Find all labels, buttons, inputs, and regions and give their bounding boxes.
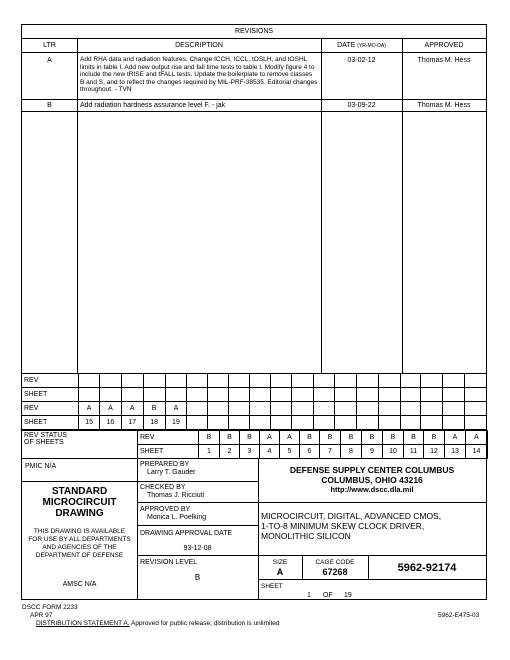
drawing-number: 5962-92174 xyxy=(397,562,457,574)
grid-cell xyxy=(208,374,229,388)
grid-cell xyxy=(314,402,335,416)
grid-cell xyxy=(270,388,292,402)
size-value: A xyxy=(276,567,284,577)
date-header: DATE (YR-MO-DA) xyxy=(337,42,386,49)
grid-cell xyxy=(292,416,314,430)
standard-line-1: STANDARD xyxy=(51,486,108,497)
grid-cell: REV xyxy=(22,402,79,416)
form-number: DSCC FORM 2233 xyxy=(22,604,78,611)
grid-cell xyxy=(249,402,270,416)
drawing-frame xyxy=(21,24,487,600)
grid-cell: A xyxy=(466,431,488,445)
revisions-title: REVISIONS xyxy=(234,28,274,35)
rev-b-letter: B xyxy=(47,102,52,109)
grid-cell xyxy=(208,388,229,402)
grid-cell xyxy=(378,402,400,416)
approved-by-name: Monica L. Poelking xyxy=(147,514,207,521)
grid-cell: 7 xyxy=(320,445,341,459)
grid-cell xyxy=(378,374,400,388)
grid-cell: 6 xyxy=(300,445,320,459)
grid-cell: B xyxy=(300,431,320,445)
grid-row-rev-1 xyxy=(22,374,487,388)
revision-level: B xyxy=(194,573,201,582)
grid-cell: B xyxy=(320,431,341,445)
grid-cell xyxy=(335,388,357,402)
grid-cell xyxy=(465,402,487,416)
grid-cell xyxy=(228,402,249,416)
grid-cell: A xyxy=(445,431,466,445)
size-label: SIZE xyxy=(272,559,288,566)
grid-cell xyxy=(378,416,400,430)
grid-cell xyxy=(249,416,270,430)
availability-line-1: THIS DRAWING IS AVAILABLE xyxy=(33,528,126,535)
grid-cell: A xyxy=(100,402,122,416)
grid-cell: A xyxy=(121,402,143,416)
standard-line-3: DRAWING xyxy=(55,508,104,519)
grid-cell xyxy=(249,374,270,388)
grid-cell: 12 xyxy=(424,445,445,459)
grid-cell xyxy=(421,374,443,388)
grid-cell xyxy=(228,416,249,430)
cage-code-label: CAGE CODE xyxy=(315,559,355,566)
grid-cell xyxy=(100,388,122,402)
grid-cell: 1 xyxy=(199,445,220,459)
agency-name: DEFENSE SUPPLY CENTER COLUMBUS xyxy=(289,465,455,475)
grid-cell xyxy=(165,388,187,402)
distribution-statement: DISTRIBUTION STATEMENT A. Approved for public release; distribution is unlimited xyxy=(36,620,280,627)
grid-cell xyxy=(465,416,487,430)
approved-header: APPROVED xyxy=(424,42,464,49)
availability-line-4: DEPARTMENT OF DEFENSE xyxy=(35,552,124,559)
grid-cell: 11 xyxy=(404,445,424,459)
sheet-status-grid xyxy=(21,373,487,430)
grid-cell: 3 xyxy=(240,445,260,459)
sheet-label: SHEET xyxy=(261,583,283,590)
ltr-header: LTR xyxy=(43,42,56,49)
title-desc-line-1: MICROCIRCUIT, DIGITAL, ADVANCED CMOS, xyxy=(261,511,442,521)
grid-cell xyxy=(187,416,208,430)
grid-cell xyxy=(314,374,335,388)
grid-cell xyxy=(443,374,465,388)
grid-cell xyxy=(421,402,443,416)
grid-cell xyxy=(270,402,292,416)
grid-cell: 2 xyxy=(220,445,240,459)
checked-by-name: Thomas J. Ricciuti xyxy=(147,492,205,499)
rev-a-letter: A xyxy=(47,57,52,64)
rev-b-approved: Thomas M. Hess xyxy=(417,102,471,109)
grid-cell xyxy=(314,416,335,430)
checked-by-label: CHECKED BY xyxy=(140,484,186,491)
grid-cell: B xyxy=(424,431,445,445)
grid-row-sheet-1 xyxy=(22,388,487,402)
grid-cell xyxy=(79,374,100,388)
revision-level-label: REVISION LEVEL xyxy=(140,559,198,566)
grid-cell xyxy=(292,374,314,388)
grid-cell: SHEET xyxy=(138,445,199,459)
grid-cell xyxy=(208,402,229,416)
grid-cell xyxy=(165,374,187,388)
grid-cell xyxy=(249,388,270,402)
standard-line-2: MICROCIRCUIT xyxy=(42,497,117,508)
grid-cell xyxy=(270,374,292,388)
form-date: APR 97 xyxy=(30,612,53,619)
grid-cell: 19 xyxy=(165,416,187,430)
grid-cell xyxy=(356,402,378,416)
grid-cell: B xyxy=(341,431,362,445)
grid-cell xyxy=(292,402,314,416)
grid-cell xyxy=(187,402,208,416)
availability-line-2: FOR USE BY ALL DEPARTMENTS xyxy=(28,536,131,543)
grid-cell xyxy=(143,388,165,402)
grid-cell: B xyxy=(199,431,220,445)
grid-cell xyxy=(465,374,487,388)
grid-cell: 15 xyxy=(79,416,100,430)
grid-cell: 17 xyxy=(121,416,143,430)
grid-cell: 14 xyxy=(466,445,488,459)
grid-cell: 8 xyxy=(341,445,362,459)
grid-cell xyxy=(208,416,229,430)
prepared-by-label: PREPARED BY xyxy=(140,461,190,468)
grid-cell: REV xyxy=(138,431,199,445)
amsc: AMSC N/A xyxy=(62,581,97,588)
grid-cell: B xyxy=(404,431,424,445)
grid-cell: B xyxy=(362,431,383,445)
grid-cell xyxy=(443,402,465,416)
rev-status-label: REV STATUS OF SHEETS xyxy=(22,431,138,459)
title-desc-line-3: MONOLITHIC SILICON xyxy=(261,531,351,541)
grid-cell: A xyxy=(165,402,187,416)
grid-cell xyxy=(335,416,357,430)
rev-b-date: 03-09-22 xyxy=(347,102,376,109)
agency-url[interactable]: http://www.dscc.dla.mil xyxy=(330,485,414,494)
document-code: 5962-E475-03 xyxy=(438,612,480,619)
grid-cell: 5 xyxy=(280,445,300,459)
grid-cell xyxy=(121,388,143,402)
grid-cell xyxy=(356,374,378,388)
pmic: PMIC N/A xyxy=(25,463,57,470)
grid-cell: A xyxy=(280,431,300,445)
approval-date-label: DRAWING APPROVAL DATE xyxy=(140,530,233,537)
grid-cell: B xyxy=(240,431,260,445)
grid-cell: B xyxy=(143,402,165,416)
grid-cell xyxy=(187,374,208,388)
sheet-number: 1 xyxy=(307,592,311,599)
grid-cell: B xyxy=(220,431,240,445)
grid-cell xyxy=(400,416,421,430)
grid-cell: 18 xyxy=(143,416,165,430)
title-desc-line-2: 1-TO-8 MINIMUM SKEW CLOCK DRIVER, xyxy=(261,521,425,531)
grid-cell xyxy=(100,374,122,388)
rev-status-grid xyxy=(21,430,488,459)
grid-cell: SHEET xyxy=(22,388,79,402)
approval-date: 93-12-08 xyxy=(183,545,212,552)
grid-cell: A xyxy=(260,431,280,445)
grid-row-sheet-2 xyxy=(22,416,487,430)
grid-cell xyxy=(378,388,400,402)
grid-cell xyxy=(443,416,465,430)
grid-cell xyxy=(465,388,487,402)
grid-cell xyxy=(443,388,465,402)
grid-cell xyxy=(228,388,249,402)
grid-cell xyxy=(143,374,165,388)
grid-cell xyxy=(400,402,421,416)
grid-cell: REV xyxy=(22,374,79,388)
sheet-total: 19 xyxy=(344,592,352,599)
prepared-by-name: Larry T. Gauder xyxy=(147,469,196,476)
grid-cell: 4 xyxy=(260,445,280,459)
grid-cell xyxy=(79,388,100,402)
grid-cell: SHEET xyxy=(22,416,79,430)
rev-b-description: Add radiation hardness assurance level F. - jak xyxy=(80,102,226,109)
grid-row-rev-2 xyxy=(22,402,487,416)
cage-code-value: 67268 xyxy=(322,567,348,577)
grid-cell xyxy=(335,402,357,416)
grid-cell xyxy=(356,388,378,402)
grid-cell xyxy=(400,388,421,402)
grid-cell xyxy=(292,388,314,402)
grid-cell xyxy=(314,388,335,402)
rev-a-date: 03-02-12 xyxy=(347,57,376,64)
approved-by-label: APPROVED BY xyxy=(140,506,191,513)
of-label: OF xyxy=(323,592,333,599)
availability-line-3: AND AGENCIES OF THE xyxy=(42,544,117,551)
grid-cell xyxy=(400,374,421,388)
grid-cell xyxy=(421,416,443,430)
grid-cell: 10 xyxy=(383,445,404,459)
grid-cell xyxy=(356,416,378,430)
grid-cell: 13 xyxy=(445,445,466,459)
rev-a-approved: Thomas M. Hess xyxy=(417,57,471,64)
grid-cell: 16 xyxy=(100,416,122,430)
grid-cell xyxy=(270,416,292,430)
agency-address: COLUMBUS, OHIO 43216 xyxy=(321,475,423,485)
grid-cell xyxy=(187,388,208,402)
grid-cell: B xyxy=(383,431,404,445)
grid-cell xyxy=(121,374,143,388)
grid-cell xyxy=(335,374,357,388)
grid-cell: 9 xyxy=(362,445,383,459)
grid-cell xyxy=(421,388,443,402)
rev-a-description: Add RHA data and radiation features. Change ICCH, ICCL, tOSLH, and tOSHL limits in table I. Add new output rise and fall time tests to table I. Modify figure 4 to include the new tRISE and tFALL tests. Update the boilerplate to remove classes B and S, and to reflect the changes required by MIL-PRF-38535. Editorial changes throughout. - TVN xyxy=(80,56,318,94)
description-header: DESCRIPTION xyxy=(175,42,223,49)
grid-cell xyxy=(228,374,249,388)
grid-cell: A xyxy=(79,402,100,416)
